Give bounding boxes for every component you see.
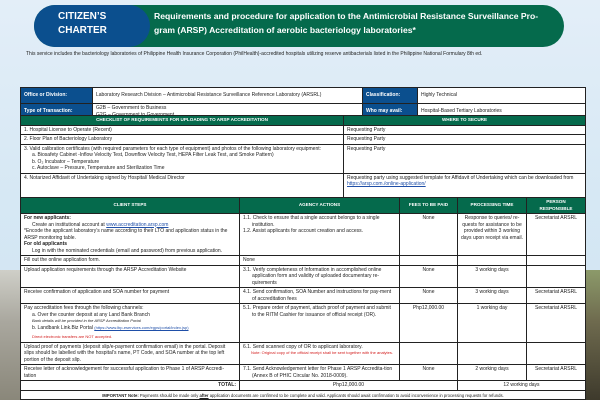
client-step: Upload application requirements through the ARSP Accreditation Website — [21, 265, 240, 288]
fee: None — [400, 265, 458, 288]
where-header: WHERE TO SECURE — [344, 116, 586, 126]
action-4-1: 4.1. Send confirmation, SOA Number and instructions for pay-ment of accreditation fees — [243, 289, 392, 302]
table-row — [21, 288, 586, 304]
action-1-2: 1.2. Assist applicants for account creation and access. — [243, 228, 364, 234]
table-row — [21, 214, 586, 256]
citizens-charter-badge — [34, 5, 150, 47]
client-step: Upload proof of payments (deposit slip/e-payment confirmation email) in the portal. Deposit slips should be labelled with the hospital’s name, PT Code, and SOA number at the top left portion of the deposit slip. — [21, 342, 240, 365]
encode-note: *Encode the applicant laboratory’s name according to their LTO and application status in the ARSP monitoring table. — [24, 228, 228, 241]
person-responsible: Secretariat ARSRL — [527, 288, 586, 304]
processing-time-header: PROCESSING TIME — [458, 198, 527, 214]
where-to-secure: Requesting Party — [344, 135, 586, 145]
note-emphasis: after — [199, 393, 209, 398]
client-step — [21, 304, 240, 343]
total-fee: Php12,000.00 — [240, 381, 458, 391]
office-value: Laboratory Research Division – Antimicrobial Resistance Surveillance Reference Laboratory (ARSRL) — [93, 88, 363, 104]
agency-action: None — [240, 256, 400, 266]
person-responsible: Secretariat ARSRL — [527, 214, 586, 256]
agency-action — [240, 214, 400, 256]
background-photo-right — [586, 270, 600, 400]
channel-a-note: Bank details will be provided in the ARSP Accreditation Portal — [32, 318, 141, 323]
total-label: TOTAL: — [21, 381, 240, 391]
where-text: Requesting party using suggested template for Affidavit of Undertaking which can be downloaded from — [347, 174, 574, 181]
requirement: 1. Hospital License to Operate (Recent) — [21, 125, 344, 135]
client-step: Receive confirmation of application and SOA number for payment — [21, 288, 240, 304]
steps-table — [20, 197, 586, 391]
receipt-note: Note: Original copy of the official receipt shall be sent together with the analytes. — [251, 350, 394, 355]
client-steps-header: CLIENT STEPS — [21, 198, 240, 214]
landbank-link[interactable]: (https://www.lbp-eservices.com/egps/portal/index.jsp) — [94, 324, 189, 330]
action-1-1: 1.1. Check to ensure that a single account belongs to a single institution. — [243, 215, 380, 228]
avail-label: Who may avail: — [363, 104, 418, 120]
table-row — [21, 125, 586, 135]
where-to-secure: Requesting Party — [344, 125, 586, 135]
note-label: IMPORTANT Note: — [102, 393, 139, 398]
avail-value: Hospital-Based Tertiary Laboratories — [418, 104, 586, 120]
agency-action — [240, 265, 400, 288]
note-text-post: application documents are confirmed to be complete and valid. Applicants should await confirmation to avoid inconvenience in processing requests for refunds. — [208, 393, 504, 398]
agency-action — [240, 288, 400, 304]
title-line2: gram (ARSP) Accreditation of aerobic bacteriology laboratories* — [154, 25, 416, 35]
client-step: Fill out the online application form. — [21, 256, 240, 266]
fee: None — [400, 214, 458, 256]
agency-action — [240, 365, 400, 381]
where-to-secure: Requesting Party — [344, 144, 586, 173]
table-row — [21, 144, 586, 173]
total-time: 12 working days — [458, 381, 586, 391]
background-photo-left — [0, 270, 22, 400]
accreditation-link[interactable]: www.accreditation.arsp.com — [106, 221, 169, 228]
action-7-1: 7.1. Send Acknowledgement letter for Phase 1 ARSP Accredita-tion (Annex B of PHIC Circular No. 2018-0009). — [243, 366, 393, 379]
office-label: Office or Division: — [21, 88, 93, 104]
total-row — [21, 381, 586, 391]
old-applicants-label: For old applicants — [24, 241, 68, 247]
person-responsible: Secretariat ARSRL — [527, 304, 586, 343]
table-row — [21, 304, 586, 343]
transfer-warning: Direct electronic transfers are NOT accepted. — [32, 334, 113, 339]
person-responsible: Secretariat ARSRL — [527, 365, 586, 381]
checklist-header: CHECKLIST OF REQUIREMENTS FOR UPLOADING TO ARSP ACCREDITATION — [21, 116, 344, 126]
channel-b: b. Landbank Link.Biz Portal — [32, 324, 95, 331]
fee: Php12,000.00 — [400, 304, 458, 343]
intro-text: This service includes the bacteriology laboratories of Philippine Health Insurance Corporation (PhilHealth)-accredited hospitals utilizing reserve antibacterials listed in the Philippine National Formulary 8th ed. — [26, 51, 483, 57]
table-row — [21, 256, 586, 266]
client-step — [21, 214, 240, 256]
title-line1: Requirements and procedure for application to the Antimicrobial Resistance Surveillance Pro- — [154, 11, 539, 21]
channel-a: a. Over the counter deposit at any Land Bank Branch — [32, 311, 150, 318]
requirement-sub-c: c. Autoclave – Pressure, Temperature and Sterilization Time — [32, 165, 165, 171]
action-3-1: 3.1. Verify completeness of Information in accomplished online application form and validity of uploaded documentary re-quirements — [243, 266, 382, 286]
requirement: 2. Floor Plan of Bacteriology Laboratory — [21, 135, 344, 145]
action-6-1: 6.1. Send scanned copy of OR to applicant laboratory. — [243, 343, 363, 350]
new-applicants-label: For new applicants: — [24, 215, 71, 221]
action-5-1: 5.1. Prepare order of payment, attach proof of payment and submit to the RITM Cashier for issuance of official receipt (OR). — [243, 305, 391, 318]
fee: None — [400, 288, 458, 304]
affidavit-link[interactable]: https://arsp.com./online-application/ — [347, 181, 426, 187]
agency-action — [240, 342, 400, 365]
classification-label: Classification: — [363, 88, 418, 104]
transaction-g2b: G2B – Government to Business — [96, 105, 167, 111]
table-row — [21, 265, 586, 288]
processing-time: 3 working days — [458, 265, 527, 288]
old-applicants-text: Log in with the nominated credentials (email and password) from previous application. — [32, 247, 223, 254]
fees-header: FEES TO BE PAID — [400, 198, 458, 214]
transaction-label: Type of Transaction: — [21, 104, 93, 120]
table-row — [21, 135, 586, 145]
classification-value: Highly Technical — [418, 88, 586, 104]
checklist-table — [20, 115, 586, 204]
agency-action — [240, 304, 400, 343]
agency-actions-header: AGENCY ACTIONS — [240, 198, 400, 214]
client-step: Receive letter of acknowledgement for successful application to Phase 1 of ARSP Accredi-tation — [21, 365, 240, 381]
requirement — [21, 144, 344, 173]
note-text-pre: Payments should be made only — [138, 393, 200, 398]
fee: None — [400, 365, 458, 381]
person-responsible-header: PERSON RESPONSIBLE — [527, 198, 586, 214]
processing-time: 1 working day — [458, 304, 527, 343]
badge-line1: CITIZEN’S — [58, 11, 107, 22]
table-row — [21, 342, 586, 365]
important-note — [20, 390, 586, 400]
page-title — [154, 9, 554, 37]
requirement-sub-a: a. Biosafety Cabinet -Inflow Velocity Test, Downflow Velocity Test, HEPA Filter Leak Test, and Smoke Pattern) — [32, 152, 274, 158]
requirement-sub-b: b. O₂ Incubator – Temperature — [32, 158, 100, 165]
processing-time: 3 working days — [458, 288, 527, 304]
pay-channels-text: Pay accreditation fees through the following channels: — [24, 305, 144, 311]
new-applicants-text: Create an institutional account at — [32, 221, 107, 228]
processing-time: 2 working days — [458, 365, 527, 381]
table-row — [21, 365, 586, 381]
requirement: 4. Notarized Affidavit of Undertaking signed by Hospital/ Medical Director — [21, 173, 344, 203]
requirement-text: 3. Valid calibration certificates (with required parameters for each type of equipment) and photos of the following laboratory equipment: — [24, 145, 322, 152]
processing-time: Response to queries/ re-quests for assistance to be provided within 3 working days upon receipt via email. — [458, 214, 527, 256]
badge-line2: CHARTER — [58, 25, 107, 36]
